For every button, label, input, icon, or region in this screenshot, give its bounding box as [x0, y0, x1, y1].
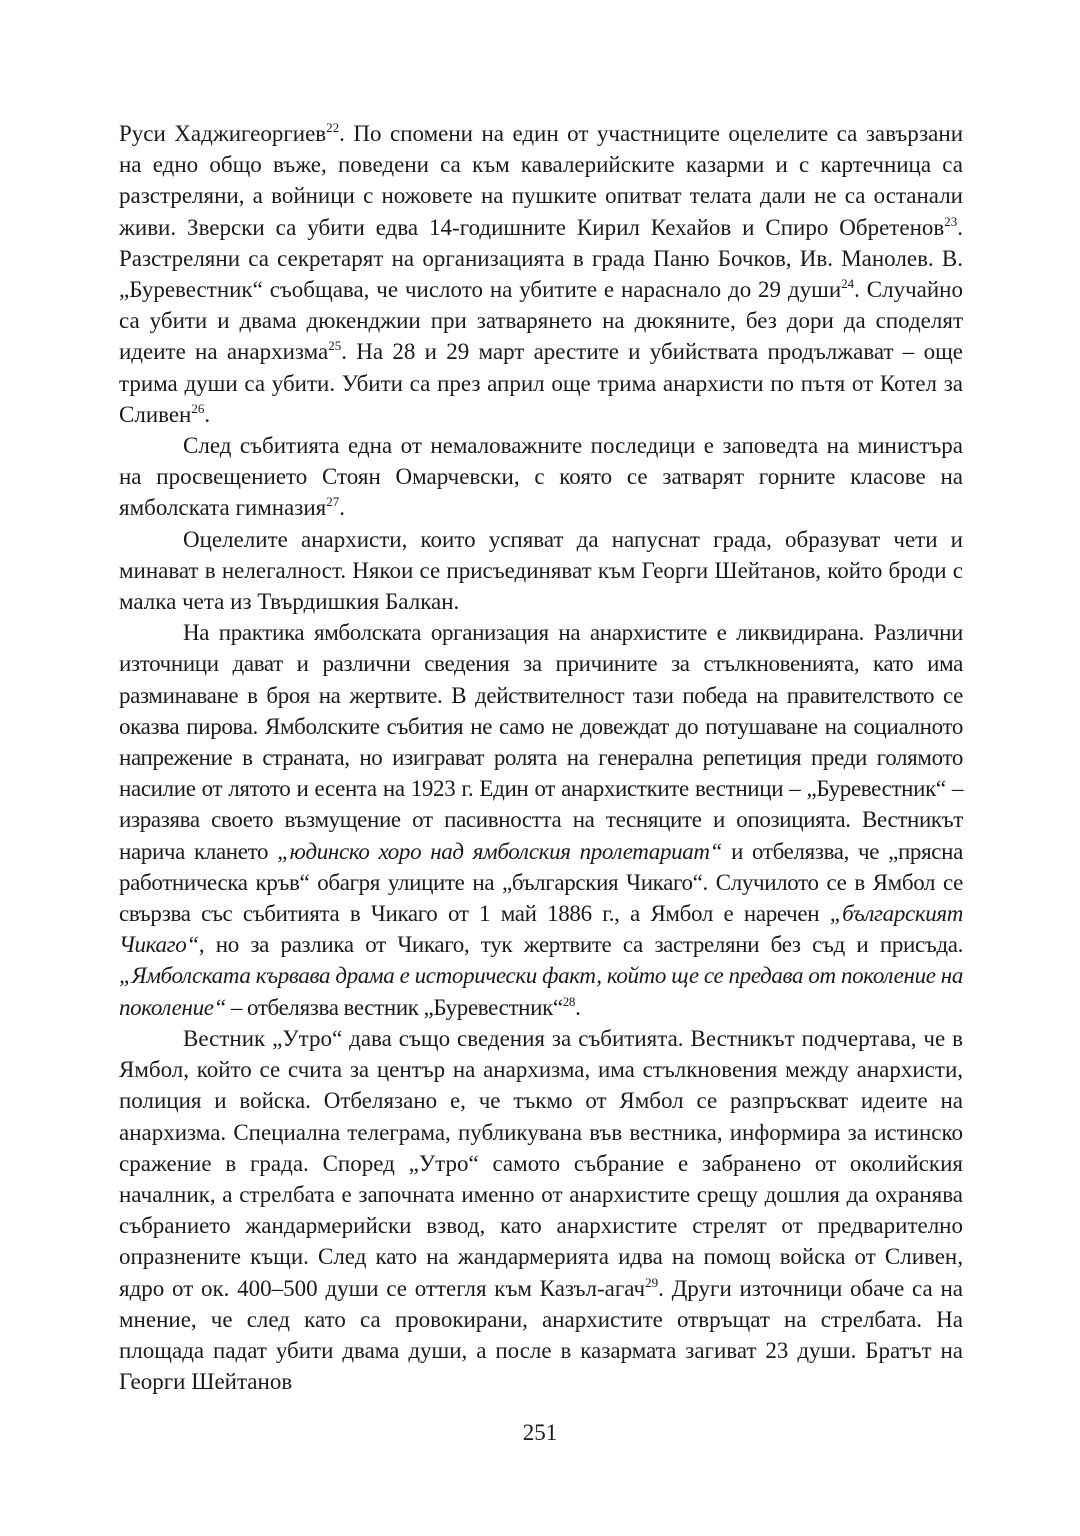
- paragraph-1: [119, 118, 963, 430]
- text-run: След събитията една от немаловажните последици е заповедта на министъра на просвещението Стоян Омарчевски, с която се затварят горните класове на ямболската гимназия: [119, 433, 963, 521]
- text-run: .: [204, 401, 211, 427]
- text-run: и отбелязва, че „прясна работническа кръв“ обагря улиците на „българския Чикаго“. Случилото се в Ямбол се свързва със събитията в Чикаго от 1 май 1886 г., а Ямбол е наречен: [119, 838, 963, 927]
- text-run: Вестник „Утро“ дава също сведения за събитията. Вестникът подчертава, че в Ямбол, който се счита за център на анархизма, има стълкновения между анархисти, полиция и войска. Отбелязано е, че тъкмо от Ямбол се разпръскват идеите на анархизма. Специална телеграма, публикувана във вестника, информира за истинско сражение в града. Според „Утро“ самото събрание е забранено от околийския началник, а стрелбата е започната именно от анархистите срещу дошлия да охранява събранието жандармерийски взвод, като анархистите стрелят от предварително опразнените къщи. След като на жандармерията идва на помощ войска от Сливен, ядро от ок. 400–500 души се оттегля към Казъл-агач: [119, 1025, 963, 1301]
- text-run: – отбелязва вестник „Буревестник“: [226, 994, 563, 1020]
- quote-italic: „българският Чикаго“: [119, 901, 963, 958]
- paragraph-4: [119, 617, 963, 1023]
- text-run: . По спомени на един от участниците оцелелите са завързани на едно общо въже, поведени са към кавалерийските казарми и с картечница са разстреляни, а войници с ножовете на пушките опитват телата дали не са останали живи. Зверски са убити едва 14-годишните Кирил Кехайов и Спиро Обретенов: [119, 121, 963, 240]
- text-run: Руси Хаджигеоргиев: [119, 121, 327, 146]
- footnote-ref: 28: [562, 993, 576, 1009]
- footnote-ref: 25: [328, 338, 342, 354]
- footnote-ref: 27: [326, 494, 340, 510]
- text-run: Оцелелите анархисти, които успяват да напуснат града, образуват чети и минават в нелегалност. Някои се присъединяват към Георги Шейтанов, който броди с малка чета из Твърдишкия Балкан.: [119, 526, 963, 615]
- quote-italic: „юдинско хоро над ямболския пролетариат“: [277, 838, 723, 864]
- paragraph-3: [119, 524, 963, 618]
- text-run: . Други източници обаче са на мнение, че след като са провокирани, анархистите отвръщат на стрелбата. На площада падат убити двама души, а после в казармата загиват 23 души. Братът на Георги Шейтанов: [119, 1275, 963, 1395]
- footnote-ref: 29: [645, 1274, 659, 1290]
- text-run: .: [339, 495, 345, 521]
- page-body: [119, 118, 963, 1397]
- text-run: . Разстреляни са секретарят на организацията в града Паню Бочков, Ив. Манолев. В. „Буревестник“ съобщава, че числото на убитите е нараснало до 29 души: [119, 214, 963, 303]
- text-run: На практика ямболската организация на анархистите е ликвидирана. Различни източници дават и различни сведения за причините за стълкновенията, като има разминаване в броя на жертвите. В действителност тази победа на правителството се оказва пирова. Ямболските събития не само не довеждат до потушаване на социалното напрежение в страната, но изиграват ролята на генерална репетиция преди голямото насилие от лятото и есента на 1923 г. Един от анархистките вестници – „Буревестник“ – изразява своето възмущение от пасивността на тесняците и опозицията. Вестникът нарича клането: [119, 620, 963, 864]
- paragraph-2: [119, 430, 963, 524]
- text-run: .: [575, 994, 581, 1020]
- footnote-ref: 23: [944, 213, 958, 229]
- text-run: . На 28 и 29 март арестите и убийствата продължават – още трима души са убити. Убити са през април още трима анархисти по пътя от Котел за Сливен: [119, 339, 963, 427]
- text-run: , но за разлика от Чикаго, тук жертвите са застреляни без съд и присъда.: [198, 932, 963, 958]
- quote-italic: „Ямболската кървава драма е исторически факт, който ще се предава от поколение на поколение“: [119, 963, 963, 1020]
- page-number: 251: [522, 1420, 558, 1445]
- text-run: . Случайно са убити и двама дюкенджии при затварянето на дюкяните, без дори да споделят идеите на анархизма: [119, 277, 963, 365]
- footnote-ref: 22: [326, 120, 340, 135]
- footnote-ref: 26: [191, 400, 205, 416]
- paragraph-5: [119, 1023, 963, 1397]
- footnote-ref: 24: [841, 276, 855, 292]
